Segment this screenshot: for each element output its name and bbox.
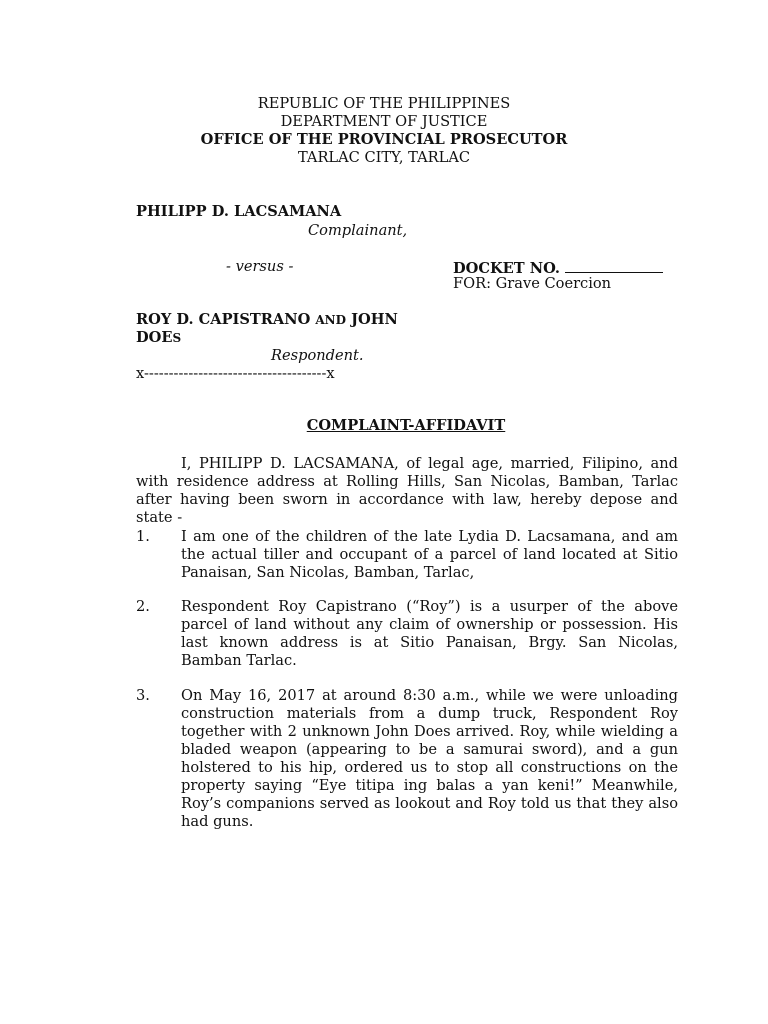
item-text: I am one of the children of the late Lydia D. Lacsamana, and am the actual tiller and occupant of a parcel of land located at Sitio Panaisan, San Nicolas, Bamban, Tarlac, (181, 528, 678, 581)
docket-for: FOR: Grave Coercion (453, 275, 612, 292)
header-city: TARLAC CITY, TARLAC (297, 149, 471, 166)
respondent-role: Respondent. (271, 347, 364, 364)
respondent-name-line2 (136, 329, 181, 347)
item-text: On May 16, 2017 at around 8:30 a.m., while we were unloading construction materials from a dump truck, Respondent Roy together with 2 unknown John Does arrived. Roy, while wielding a bladed weapon (appearing to be a samurai sword), and a gun holstered to his hip, ordered us to stop all constructions on the property saying “Eye titipa ing balas a yan keni!” Meanwhile, Roy’s companions served as lookout and Roy told us that they also had guns. (181, 687, 678, 830)
respondent-name: ROY D. CAPISTRANO (136, 311, 311, 328)
item-text: Respondent Roy Capistrano (“Roy”) is a usurper of the above parcel of land without any claim of ownership or possession. His last known address is at Sitio Panaisan, Brgy. San Nicolas, Bamban Tarlac. (181, 598, 678, 669)
item-number: 2. (136, 598, 150, 615)
intro-text: I, PHILIPP D. LACSAMANA, of legal age, married, Filipino, and with residence address at Rolling Hills, San Nicolas, Bamban, Tarlac after having been sworn in accordance with law, hereby depose and state - (136, 455, 678, 526)
item-number: 3. (136, 687, 150, 704)
header-republic: REPUBLIC OF THE PHILIPPINES (257, 95, 511, 112)
docket-label: DOCKET NO. (453, 260, 561, 277)
header-office: OFFICE OF THE PROVINCIAL PROSECUTOR (200, 131, 568, 148)
respondent-name-line1 (136, 311, 398, 329)
versus-label: - versus - (226, 258, 294, 275)
complainant-name: PHILIPP D. LACSAMANA (136, 203, 342, 220)
respondent-john: JOHN (351, 311, 398, 328)
respondent-and: AND (315, 313, 347, 327)
respondent-doe: DOE (136, 329, 173, 346)
header-department: DEPARTMENT OF JUSTICE (280, 113, 488, 130)
caption-separator: x-------------------------------------x (136, 365, 335, 382)
respondent-s: S (172, 331, 182, 345)
docket-blank-line (565, 258, 663, 273)
item-number: 1. (136, 528, 150, 545)
complainant-role: Complainant, (308, 222, 408, 239)
document-title: COMPLAINT-AFFIDAVIT (306, 417, 506, 434)
document-header (0, 95, 768, 167)
intro-paragraph (136, 455, 678, 527)
